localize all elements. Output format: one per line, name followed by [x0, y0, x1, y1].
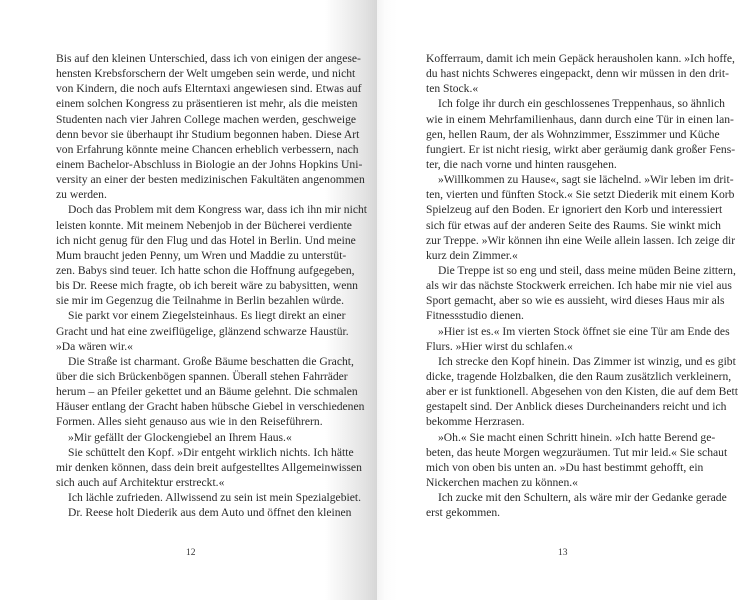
text-line: ich nicht genug für den Flug und das Hotel in Berlin. Und meine	[56, 233, 356, 247]
text-line: Dr. Reese holt Diederik aus dem Auto und öffnet den kleinen	[68, 506, 352, 520]
text-line: du hast nichts Schweres eingepackt, denn wir müssen in den drit-	[426, 67, 729, 81]
text-line: von Kindern, die noch aufs Elterntaxi angewiesen sind. Etwas auf	[56, 82, 362, 96]
paragraph	[56, 430, 327, 445]
text-line: Die Treppe ist so eng und steil, dass meine müden Beine zittern,	[438, 263, 736, 277]
text-line: sich auch auf Architektur erstreckt.«	[56, 475, 225, 489]
text-line: ter, die nach vorne und hinten rausgehen.	[426, 157, 617, 171]
page-number: 13	[558, 548, 568, 558]
text-line: mich von oben bis unten an. »Du hast bestimmt gehofft, ein	[426, 460, 704, 474]
text-line: zu werden.	[56, 188, 107, 202]
text-line: Die Straße ist charmant. Große Bäume beschatten die Gracht,	[68, 354, 354, 368]
paragraph	[426, 51, 735, 96]
text-line: hensten Krebsforschern der Welt umgeben sein werde, und nicht	[56, 67, 356, 81]
text-line: Spielzeug auf den Boden. Er ignoriert den Korb und interessiert	[426, 203, 723, 217]
text-line: »Da wären wir.«	[56, 339, 133, 353]
paragraph	[426, 263, 736, 324]
text-line: dicke, tragende Holzbalken, die den Raum zusätzlich verkleinern,	[426, 369, 732, 383]
text-line: Sie schüttelt den Kopf. »Dir entgeht wirklich nichts. Ich hätte	[68, 445, 354, 459]
paragraph	[56, 51, 365, 202]
text-line: Formen. Alles sieht genauso aus wie in den Reiseführern.	[56, 415, 323, 429]
paragraph	[426, 490, 727, 520]
text-line: »Willkommen zu Hause«, sagt sie lächelnd. »Wir leben im drit-	[438, 173, 734, 187]
text-line: gen, hellen Raum, der als Wohnzimmer, Esszimmer und Küche	[426, 127, 720, 141]
text-line: beten, das heute Morgen wegzuräumen. Tut mir leid.« Sie schaut	[426, 445, 728, 459]
right-page	[377, 0, 753, 600]
text-line: über die sich Brückenbögen spannen. Überall stehen Fahrräder	[56, 369, 348, 383]
text-line: versity an einer der besten medizinischen Fakultäten angenommen	[56, 173, 365, 187]
text-line: Ich zucke mit den Schultern, als wäre mir der Gedanke gerade	[438, 491, 727, 505]
text-line: zen. Babys sind teuer. Ich hatte schon die Hoffnung aufgegeben,	[56, 263, 355, 277]
paragraph	[56, 354, 365, 430]
text-line: herum – an Pfeiler gekettet und an Bäume gelehnt. Die schmalen	[56, 385, 358, 399]
text-line: ten Stock.«	[426, 82, 479, 96]
text-line: Ich folge ihr durch ein geschlossenes Treppenhaus, so ähnlich	[438, 97, 725, 111]
text-line: denn bevor sie überhaupt ihr Studium begonnen haben. Diese Art	[56, 127, 360, 141]
text-line: Nickerchen machen zu können.«	[426, 475, 578, 489]
paragraph	[426, 324, 730, 354]
text-line: bis Dr. Reese mich fragte, ob ich bereit wäre zu babysitten, wenn	[56, 279, 358, 293]
text-line: ten, vierten und fünften Stock.« Sie setzt Diederik mit einem Korb	[426, 188, 735, 202]
text-line: »Oh.« Sie macht einen Schritt hinein. »Ich hatte Berend ge-	[438, 430, 716, 444]
text-line: mir denken können, dass dein breit aufgestelltes Allgemeinwissen	[56, 460, 362, 474]
text-line: einem Bachelor-Abschluss in Biologie an der Johns Hopkins Uni-	[56, 157, 363, 171]
text-line: Mum braucht jeden Penny, um Wren und Maddie zu unterstüt-	[56, 248, 347, 262]
paragraph	[56, 490, 361, 505]
paragraph	[56, 505, 352, 520]
page-body-text	[56, 51, 367, 520]
text-line: »Hier ist es.« Im vierten Stock öffnet sie eine Tür am Ende des	[438, 324, 730, 338]
text-line: Sport gemacht, aber so wie es aussieht, wird dieses Haus mir als	[426, 294, 725, 308]
text-line: erst gekommen.	[426, 506, 501, 520]
text-line: sich für etwas auf der anderen Seite des Raums. Sie winkt mich	[426, 218, 721, 232]
text-line: Kofferraum, damit ich mein Gepäck herausholen kann. »Ich hoffe,	[426, 52, 735, 65]
paragraph	[56, 202, 367, 308]
text-line: »Mir gefällt der Glockengiebel an Ihrem Haus.«	[68, 430, 292, 444]
paragraph	[56, 308, 349, 353]
text-line: bekomme Herzrasen.	[426, 415, 525, 429]
page-number: 12	[186, 548, 196, 558]
paragraph	[426, 430, 728, 491]
page-body-text	[426, 51, 738, 520]
paragraph	[56, 445, 362, 490]
text-line: Flurs. »Hier wirst du schlafen.«	[426, 339, 573, 353]
paragraph	[426, 172, 736, 263]
text-line: Bis auf den kleinen Unterschied, dass ich von einigen der angese-	[56, 52, 361, 65]
text-line: zur Treppe. »Wir können ihn eine Weile allein lassen. Ich zeige dir	[426, 233, 736, 247]
text-line: als wir das nächste Stockwerk erreichen. Ich habe mir nie viel aus	[426, 279, 732, 293]
text-line: fungiert. Er ist nicht riesig, wirkt aber geräumig dank großer Fens-	[426, 142, 736, 156]
text-line: Ich lächle zufrieden. Allwissend zu sein ist mein Spezialgebiet.	[68, 491, 361, 505]
text-line: gestapelt sind. Der Anblick dieses Durcheinanders reicht und ich	[426, 400, 727, 414]
text-line: wie in einem Mehrfamilienhaus, dann durch eine Tür in einen lan-	[426, 112, 734, 126]
text-line: aber er ist funktionell. Abgesehen von den Kisten, die auf dem Bett	[426, 385, 738, 399]
text-line: Gracht und hat eine zweiflügelige, glänzend schwarze Haustür.	[56, 324, 349, 338]
paragraph	[426, 96, 736, 172]
paragraph	[426, 354, 738, 430]
text-line: Sie parkt vor einem Ziegelsteinhaus. Es liegt direkt an einer	[68, 309, 346, 323]
text-line: Ich strecke den Kopf hinein. Das Zimmer ist winzig, und es gibt	[438, 354, 736, 368]
text-line: Studenten nach vier Jahren College machen werden, geschweige	[56, 112, 357, 126]
text-line: Fitnessstudio dienen.	[426, 309, 524, 323]
text-line: einem solchen Kongress zu präsentieren ist mehr, als die meisten	[56, 97, 358, 111]
text-line: von Erfahrung könnte meine Chancen erheblich verbessern, nach	[56, 142, 359, 156]
text-line: sie mir im Gegenzug die Teilnahme in Berlin bezahlen würde.	[56, 294, 345, 308]
text-line: leisten konnte. Mit meinem Nebenjob in der Bücherei verdiente	[56, 218, 352, 232]
text-line: Häuser entlang der Gracht haben hübsche Giebel in verschiedenen	[56, 400, 365, 414]
text-line: Doch das Problem mit dem Kongress war, dass ich ihn mir nicht	[68, 203, 367, 217]
text-line: kurz dein Zimmer.«	[426, 248, 518, 262]
